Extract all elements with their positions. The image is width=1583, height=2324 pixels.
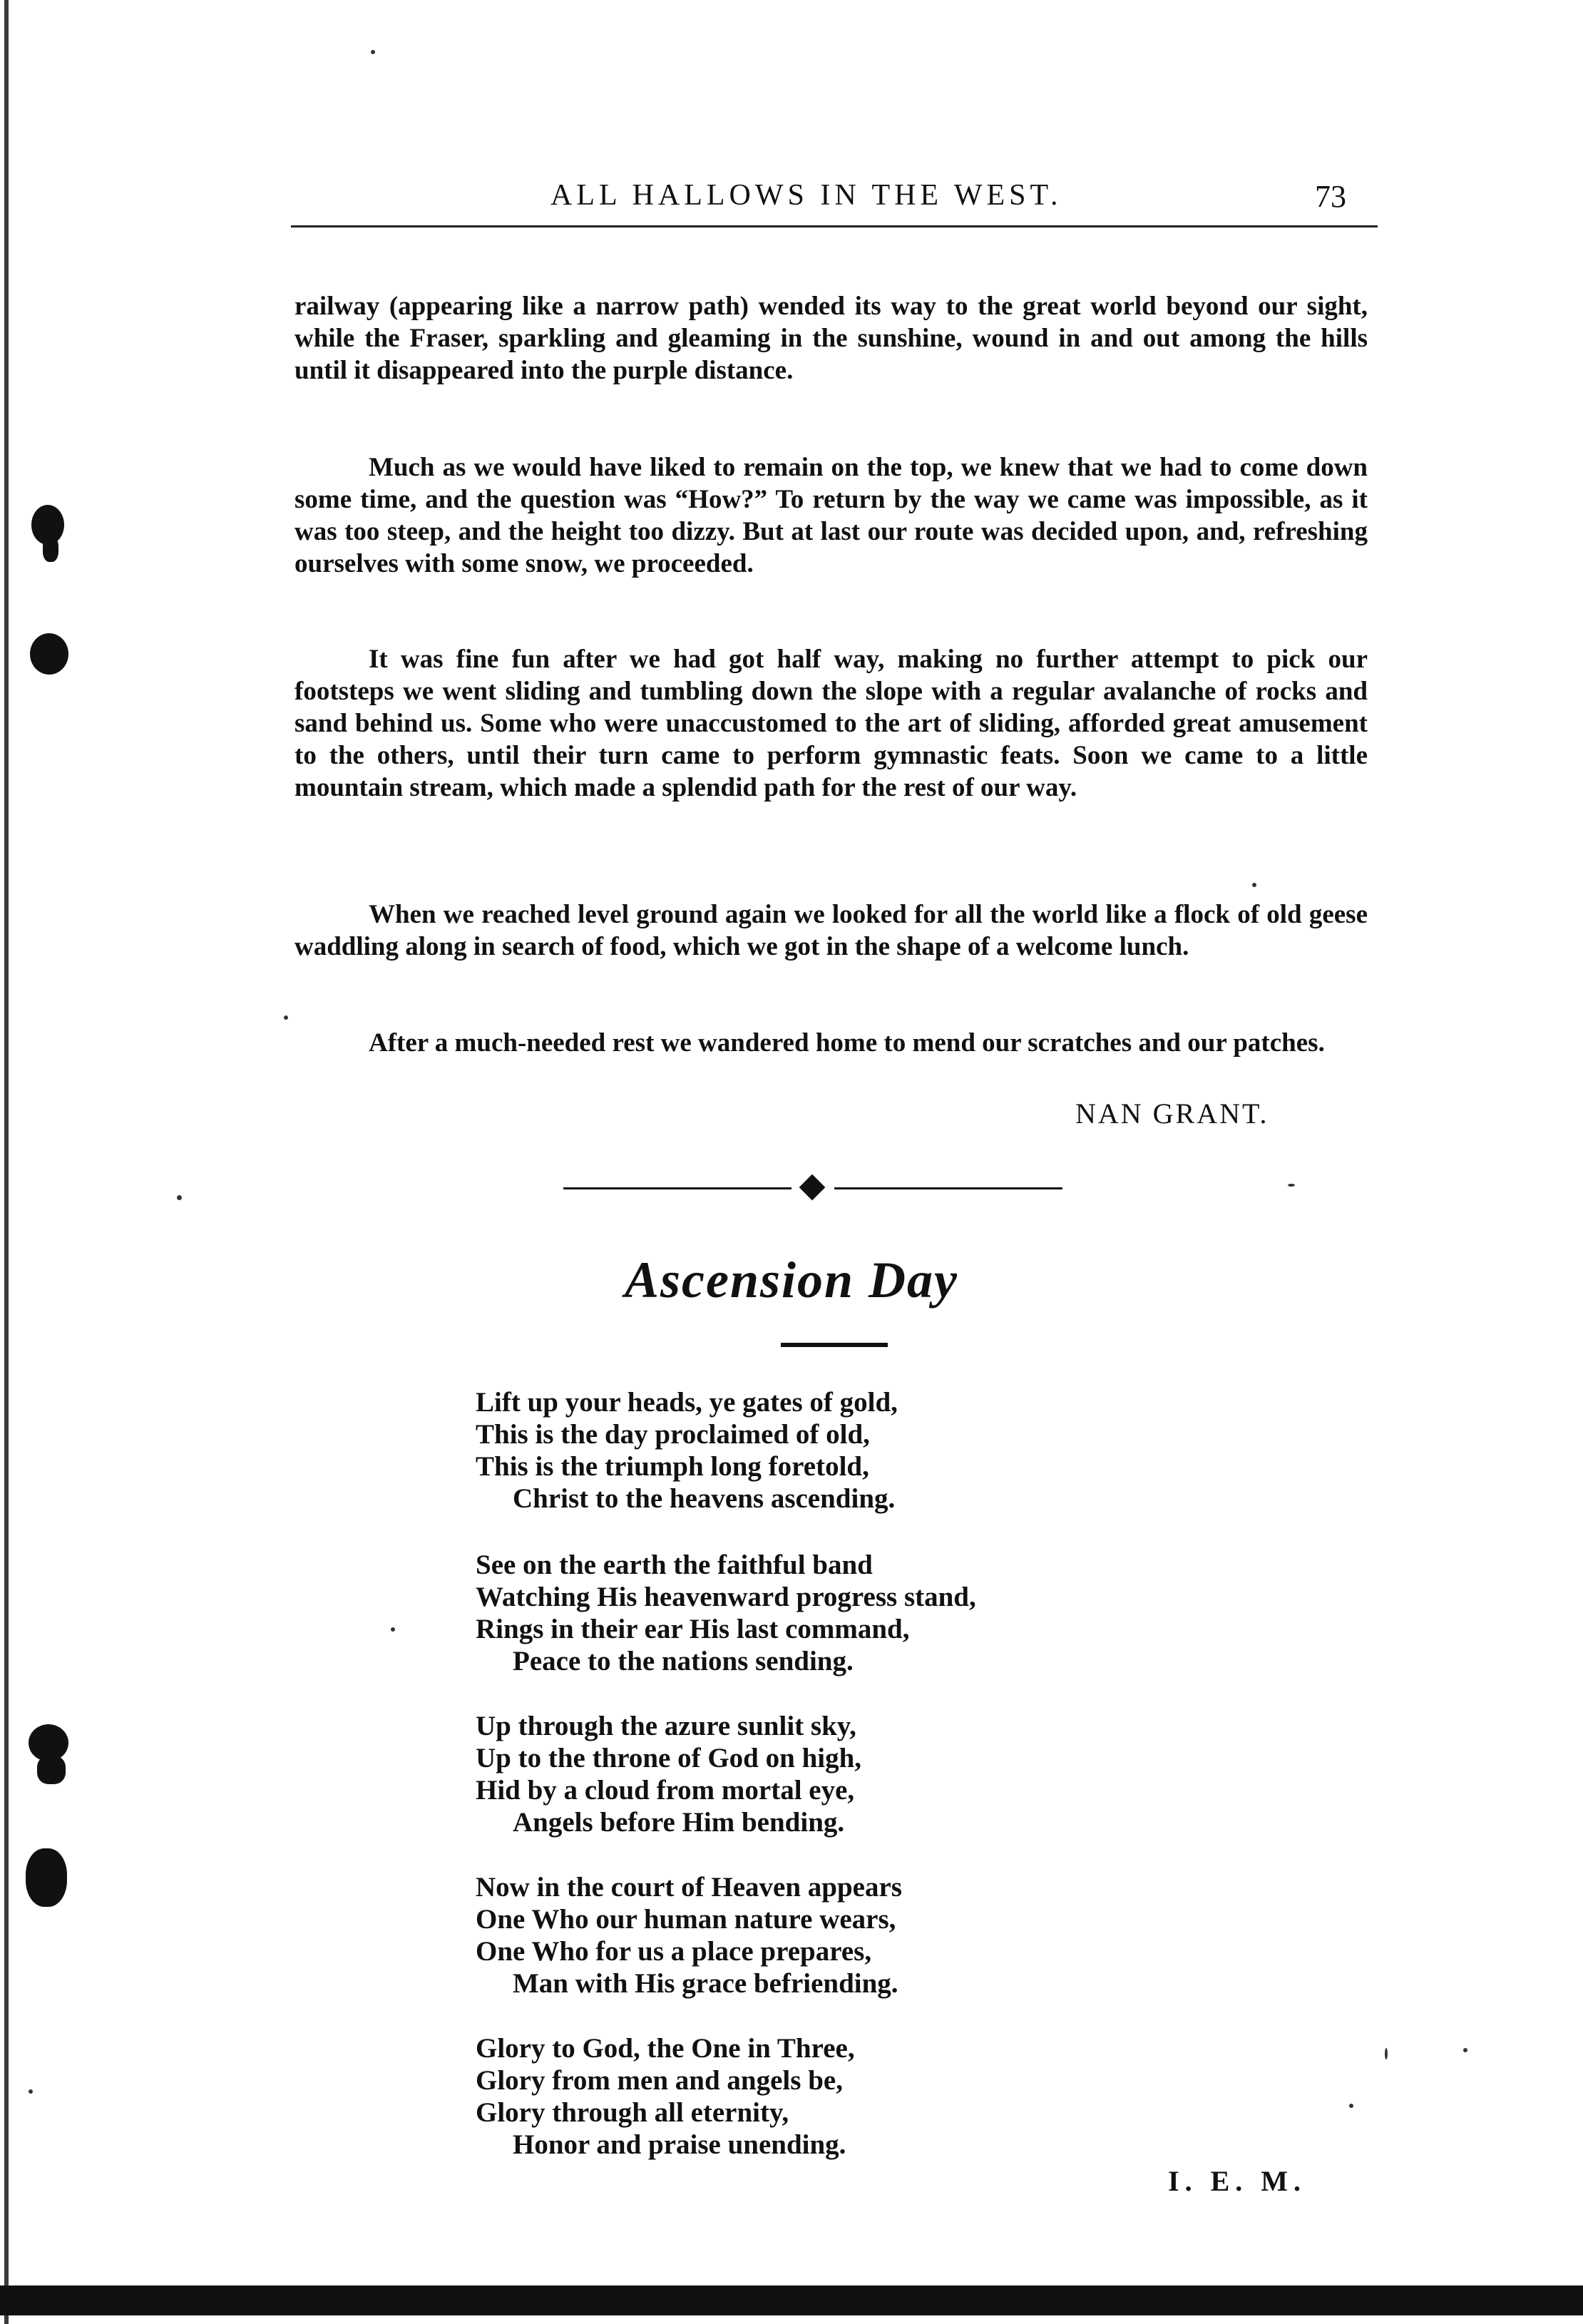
title-rule xyxy=(781,1343,888,1347)
diamond-ornament-icon xyxy=(799,1174,826,1201)
poem-stanza xyxy=(476,2032,855,2161)
poem-title: Ascension Day xyxy=(624,1251,959,1309)
running-title: ALL HALLOWS IN THE WEST. xyxy=(550,179,1062,212)
poem-line: Hid by a cloud from mortal eye, xyxy=(476,1775,855,1806)
poem-line: Christ to the heavens ascending. xyxy=(513,1483,896,1514)
poem-line: One Who for us a place prepares, xyxy=(476,1936,872,1967)
poem-line: Watching His heavenward progress stand, xyxy=(476,1582,976,1612)
ink-blot xyxy=(26,1848,67,1907)
poem-stanza xyxy=(476,1871,902,2000)
article-paragraph: When we reached level ground again we looked for all the world like a flock of old geese waddling along in search of food, which we got in the shape of a welcome lunch. xyxy=(294,900,1368,961)
print-speck xyxy=(29,2089,33,2094)
print-speck xyxy=(177,1195,182,1200)
print-speck xyxy=(284,1015,288,1020)
poem-line: Angels before Him bending. xyxy=(513,1807,845,1838)
print-speck xyxy=(371,50,375,54)
poem-line: Up to the throne of God on high, xyxy=(476,1743,862,1773)
print-speck xyxy=(1463,2048,1467,2052)
poem-line: Rings in their ear His last command, xyxy=(476,1614,910,1644)
poem-line: Now in the court of Heaven appears xyxy=(476,1872,902,1903)
print-speck xyxy=(1252,883,1256,887)
divider-line xyxy=(834,1187,1062,1189)
poem-line: Up through the azure sunlit sky, xyxy=(476,1711,856,1741)
poem-line: See on the earth the faithful band xyxy=(476,1550,873,1580)
ink-blot xyxy=(43,536,58,562)
article-paragraph: After a much-needed rest we wandered home to mend our scratches and our patches. xyxy=(369,1028,1325,1058)
section-divider xyxy=(563,1175,1062,1201)
poem-line: Peace to the nations sending. xyxy=(513,1646,854,1677)
poem-stanza xyxy=(476,1549,976,1677)
poem-line: This is the triumph long foretold, xyxy=(476,1451,869,1482)
poem-line: Lift up your heads, ye gates of gold, xyxy=(476,1387,898,1418)
page-number: 73 xyxy=(1315,179,1346,214)
print-speck xyxy=(1288,1184,1295,1187)
poem-line: Glory through all eternity, xyxy=(476,2097,789,2128)
print-speck xyxy=(1385,2048,1388,2059)
poem-line: One Who our human nature wears, xyxy=(476,1904,896,1935)
poem-stanza xyxy=(476,1386,898,1515)
page-binding-edge xyxy=(4,0,9,2324)
article-paragraph: railway (appearing like a narrow path) wended its way to the great world beyond our sight, while the Fraser, sparkling and gleaming in the sunshine, wound in and out among the hills until it disappeared into the purple distance. xyxy=(294,292,1368,385)
poem-line: Honor and praise unending. xyxy=(513,2129,846,2160)
ink-blot xyxy=(37,1756,66,1784)
poem-line: Glory to God, the One in Three, xyxy=(476,2033,855,2064)
poem-line: This is the day proclaimed of old, xyxy=(476,1419,870,1450)
article-signature: NAN GRANT. xyxy=(1075,1097,1269,1130)
poem-line: Man with His grace befriending. xyxy=(513,1968,898,1999)
poem-stanza xyxy=(476,1710,861,1838)
poem-signature: I. E. M. xyxy=(1168,2165,1306,2197)
ink-blot xyxy=(30,633,68,675)
scan-bottom-edge xyxy=(0,2285,1583,2315)
divider-line xyxy=(563,1187,792,1189)
print-speck xyxy=(391,1627,395,1632)
running-header xyxy=(291,177,1378,227)
print-speck xyxy=(1349,2104,1353,2108)
poem-line: Glory from men and angels be, xyxy=(476,2065,843,2096)
article-paragraph: Much as we would have liked to remain on the top, we knew that we had to come down some time, and the question was “How?” To return by the way we came was impossible, as it was too steep, and the height too dizzy. But at last our route was decided upon, and, refreshing ourselves with some snow, we proceeded. xyxy=(294,453,1368,578)
article-paragraph: It was fine fun after we had got half way, making no further attempt to pick our footsteps we went sliding and tumbling down the slope with a regular avalanche of rocks and sand behind us. Some who were unaccustomed to the art of sliding, afforded great amusement to the others, until their turn came to perform gymnastic feats. Soon we came to a little mountain stream, which made a splendid path for the rest of our way. xyxy=(294,645,1368,802)
